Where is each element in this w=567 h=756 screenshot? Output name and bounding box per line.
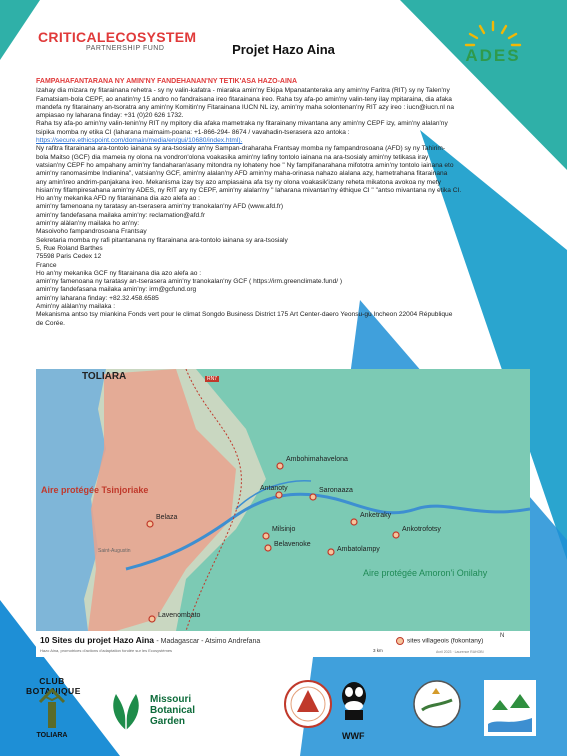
missouri-botanical-garden-logo: [106, 690, 216, 736]
map-city-label: TOLIARA: [82, 371, 127, 382]
village-label: Ankotrofotsy: [402, 526, 441, 533]
club-botanique-name: CLUB BOTANIQUE: [26, 676, 81, 696]
mbg-name: Missouri Botanical Garden: [150, 694, 196, 727]
map-protected-area-east: Aire protégée Amoron'i Onilahy: [363, 568, 488, 578]
line-1: Famatsiam-bola CEPF, ao anatin'ny 15 andro no fandraisana ireo fitarainana ireo. Raha tsy afa-po amin'ny valin-teny ilay mpitaraina, dia afaka: [36, 95, 452, 103]
line-28: de Corée.: [36, 319, 65, 327]
map-road-label: RN7: [207, 376, 218, 382]
ades-logo: [458, 18, 528, 68]
line-19: 5, Rue Roland Barthes: [36, 244, 103, 252]
gcf-email-line[interactable]: amin'ny fandefasana mailaka amin'ny: irm@gcfund.org: [36, 286, 197, 294]
map-graphic: [36, 369, 530, 631]
afd-website-line[interactable]: amin'ny famenoana ny taratasy an-tserasera amin'ny tranokalan'ny AFD (www.afd.fr): [36, 203, 284, 211]
document-heading: FAMPAHAFANTARANA NY AMIN'NY FANDEHANAN'NY TETIK'ASA HAZO-AINA: [36, 78, 298, 85]
line-8: bola Maitso (GCF) dia mameia ny olona na vondron'olona voakasika amin'ny lafiny tontolo iainana na ara-tsosialy amin'ny tetikasa iray: [36, 153, 429, 161]
line-10: amin'ny ranomasimbe Indianina", vatsian'ny GCF, amin'ny alalan'ny AFD amin'ny maha-orinasa nahazo alalana azy, hametrahana fitarainana: [36, 170, 448, 178]
map-source-note: Hazo Aina, promotrices d'actions d'adaptation fondée sur les Ecosystèmes: [40, 648, 173, 653]
line-25: amin'ny laharana finday: +82.32.458.6585: [36, 294, 159, 302]
map-scale: 3 km: [373, 648, 383, 653]
village-label: Ambohimahavelona: [286, 456, 348, 463]
line-27: Mekanisma antso tsy miankina Fonds vert pour le climat Songdo Business District 175 Art Center-daero Yeonsu-gu Incheon 22004 République: [36, 311, 453, 319]
line-16: amin'ny alàlan'ny mailaka ho an'ny:: [36, 220, 140, 228]
wwf-logo-text: WWF: [342, 731, 365, 741]
line-11: any amin'ireo andrim-panjakana ireo. Mekanisma izay tsy azo ampiasaina afa tsy ny olona voakasik'izany reheta mikatona avokoa ny mety: [36, 178, 441, 186]
line-18: Sekretaria momba ny rafi pitantanana ny fitarainana ara-tontolo iainana sy ara-tsosialy: [36, 236, 288, 244]
line-4: Raha tsy afa-po amin'ny valin-tenin'ny RIT ny mpitory dia afaka mametraka ny fitarainany mivantana any amin'ny CEPF izy, amin'ny alalan'ny: [36, 120, 448, 128]
line-2: mandefa ny fitarainany an-tsoratra any amin'ny Komitin'ny Fitarainana IUCN NL izy, amin'ny maha solontenan'ny RIT azy ireo : iucn@iucn.nl na: [36, 103, 455, 111]
club-botanique-logo: [26, 674, 81, 744]
afd-email-line[interactable]: amin'ny fandefasana mailaka amin'ny: reclamation@afd.fr: [36, 211, 206, 219]
village-label: Belavenoke: [274, 541, 311, 548]
gcf-website-line[interactable]: amin'ny famenoana ny taratasy an-tserasera amin'ny tranokalan'ny GCF ( https://irm.greenclimate.fund/ ): [36, 278, 343, 286]
club-botanique-city: TOLIARA: [36, 732, 68, 739]
cepf-logo-critical: CRITICAL: [38, 29, 106, 45]
map-credit: Avril 2023 · Laurence RAHOBI: [436, 650, 484, 654]
village-label: Belaza: [156, 514, 178, 521]
village-label: Saronaaza: [319, 487, 353, 494]
ades-logo-text: ADES: [465, 46, 521, 65]
line-20: 75598 Paris Cedex 12: [36, 253, 102, 261]
panda-icon: [339, 678, 369, 728]
partner-seal-icon: [412, 674, 462, 734]
village-label: Anketraky: [360, 512, 392, 519]
page-title: Projet Hazo Aina: [232, 42, 335, 57]
aire-protegee-tsinjoriake-seal-icon: [283, 674, 333, 734]
line-12: hisian'ny fifampiresahana amin'ny ADES, ny RIT ary ny CEPF, amin'ny alalan'ny " laharana mivantan'ny éthique CI " "antso mivantana ny etika CI.: [36, 186, 462, 194]
map-footer: [36, 631, 530, 657]
landscape-logo-icon: [484, 680, 536, 736]
line-26: Amin'ny alàlan'ny mailaka :: [36, 303, 116, 311]
village-label: Ambatolampy: [337, 546, 380, 553]
line-7: Ny rafitra fitarainana ara-tontolo iainana sy ara-tsosialy an'ny Sampan-draharaha Frantsay momba ny fampandrosoana (AFD) sy ny Tahirim-: [36, 145, 446, 153]
cepf-logo-ecosystem: ECOSYSTEM: [105, 29, 197, 45]
line-0: Izahay dia mizara ny fitarainana rehetra - sy ny valin-kafatra - miaraka amin'ny Ekipa Mpanatanteraka any amin'ny Faritra (RIT) sy ny Talen'ny: [36, 87, 450, 95]
project-sites-map: [36, 369, 530, 657]
leaf-icon: [106, 690, 146, 734]
sun-icon: [458, 18, 528, 48]
map-legend: sites villageois (fokontany): [396, 637, 483, 645]
line-22: Ho an'ny mekanika GCF ny fitarainana dia azo alefa ao :: [36, 269, 202, 277]
document-body: [36, 78, 516, 328]
village-label: Lavenombato: [158, 612, 201, 619]
map-title: 10 Sites du projet Hazo Aina - Madagascar - Atsimo Andrefana: [40, 635, 261, 645]
village-label: Milsinjo: [272, 526, 296, 533]
line-5: tsipika momba ny etika CI (laharana maimaim-poana: +1-866-294- 8674 / vavahadin-tserasera azo antoka :: [36, 128, 350, 136]
map-saint-augustin-label: Saint-Augustin: [98, 548, 131, 554]
map-protected-area-west: Aire protégée Tsinjoriake: [41, 485, 149, 495]
line-17: Masoivoho fampandrosoana Frantsay: [36, 228, 147, 236]
line-3: ampiasao ny laharana finday: +31 (0)20 626 1732.: [36, 112, 184, 120]
baobab-tree-icon: [38, 688, 66, 730]
legend-dot-icon: [396, 637, 404, 645]
line-9: vatsian'ny CEPF ho ampahany amin'ny fandaharan'asany mitondra ny lohateny hoe " Ny fampifanarahana mifototra amin'ny tontolo iainana eto: [36, 161, 454, 169]
line-21: France: [36, 261, 57, 269]
line-13: Ho an'ny mekanika AFD ny fitarainana dia azo alefa ao :: [36, 195, 200, 203]
village-label: Antanoty: [260, 485, 288, 492]
ethicspoint-link[interactable]: https://secure.ethicspoint.com/domain/media/en/gui/10680/index.html).: [36, 137, 243, 145]
cepf-logo-subtitle: PARTNERSHIP FUND: [86, 45, 165, 52]
north-arrow-icon: N: [500, 633, 505, 639]
